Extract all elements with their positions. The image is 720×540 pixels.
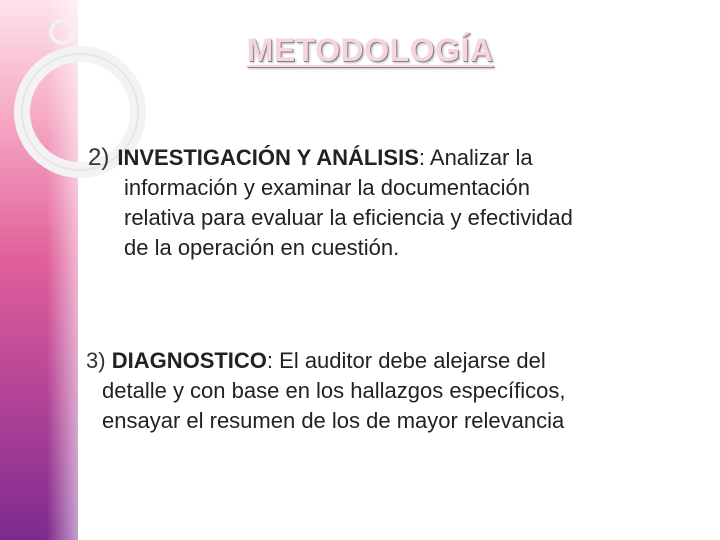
item-text-line: de la operación en cuestión. — [124, 235, 400, 260]
item-text-line: detalle y con base en los hallazgos específicos, — [102, 378, 566, 403]
list-item-investigacion — [88, 143, 688, 263]
item-text: : Analizar la — [418, 145, 533, 170]
item-text: : El auditor debe alejarse del — [266, 348, 546, 373]
item-heading: INVESTIGACIÓN Y ANÁLISIS — [117, 145, 419, 170]
item-heading: DIAGNOSTICO — [111, 348, 267, 373]
item-text-line: ensayar el resumen de los de mayor relevancia — [102, 408, 565, 433]
item-number: 2) — [88, 144, 110, 171]
item-text-line: relativa para evaluar la eficiencia y efectividad — [124, 205, 573, 230]
list-item-diagnostico — [86, 346, 706, 436]
item-number: 3) — [86, 348, 106, 373]
slide-title: METODOLOGÍA — [246, 32, 494, 68]
item-text-line: información y examinar la documentación — [124, 175, 530, 200]
